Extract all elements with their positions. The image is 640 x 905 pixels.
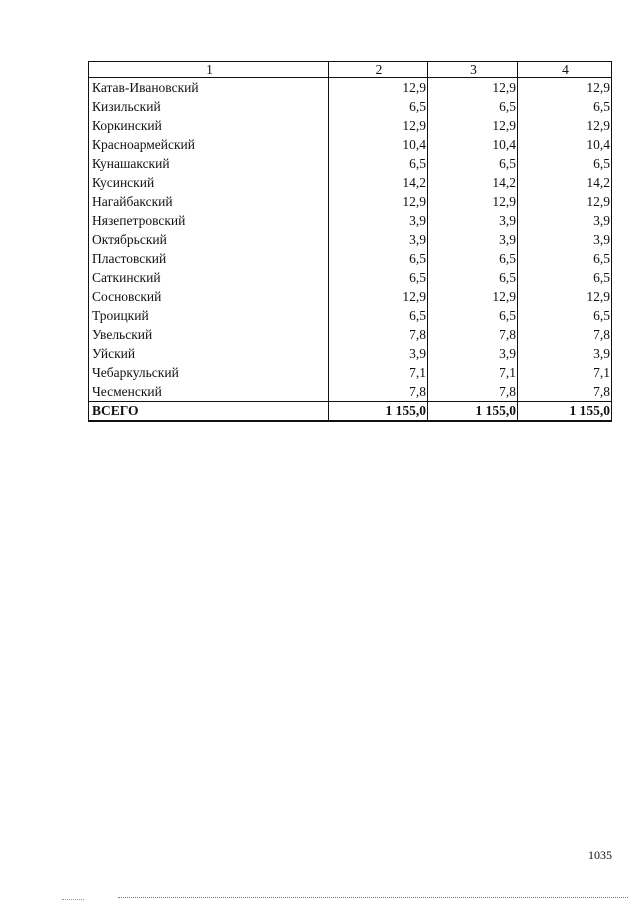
district-name-cell: Саткинский (89, 268, 329, 287)
page-number: 1035 (588, 848, 612, 862)
value-cell-col4: 10,4 (518, 135, 612, 154)
value-cell-col4: 7,1 (518, 363, 612, 382)
district-name-cell: Увельский (89, 325, 329, 344)
value-cell-col4: 6,5 (518, 306, 612, 325)
district-name-cell: Уйский (89, 344, 329, 363)
total-row (89, 402, 612, 422)
value-cell-col2: 12,9 (329, 287, 428, 306)
value-cell-col3: 6,5 (428, 306, 518, 325)
table-row (89, 325, 612, 344)
value-cell-col4: 3,9 (518, 211, 612, 230)
table-row (89, 230, 612, 249)
value-cell-col4: 7,8 (518, 325, 612, 344)
allocation-table (88, 61, 612, 422)
value-cell-col2: 14,2 (329, 173, 428, 192)
table-row (89, 154, 612, 173)
column-header-3: 3 (428, 62, 518, 78)
table-row (89, 135, 612, 154)
value-cell-col4: 12,9 (518, 78, 612, 98)
column-header-1: 1 (89, 62, 329, 78)
value-cell-col4: 7,8 (518, 382, 612, 402)
value-cell-col4: 12,9 (518, 192, 612, 211)
value-cell-col3: 3,9 (428, 230, 518, 249)
column-number-row (89, 62, 612, 78)
district-name-cell: Пластовский (89, 249, 329, 268)
value-cell-col4: 12,9 (518, 116, 612, 135)
value-cell-col2: 7,1 (329, 363, 428, 382)
value-cell-col2: 3,9 (329, 230, 428, 249)
value-cell-col3: 10,4 (428, 135, 518, 154)
value-cell-col2: 7,8 (329, 325, 428, 344)
value-cell-col3: 12,9 (428, 78, 518, 98)
table-row (89, 97, 612, 116)
value-cell-col2: 3,9 (329, 211, 428, 230)
table-row (89, 192, 612, 211)
value-cell-col4: 12,9 (518, 287, 612, 306)
district-name-cell: Сосновский (89, 287, 329, 306)
district-name-cell: Чесменский (89, 382, 329, 402)
total-label: ВСЕГО (89, 402, 329, 422)
value-cell-col2: 6,5 (329, 249, 428, 268)
value-cell-col3: 12,9 (428, 287, 518, 306)
district-name-cell: Кунашакский (89, 154, 329, 173)
value-cell-col3: 12,9 (428, 192, 518, 211)
column-header-2: 2 (329, 62, 428, 78)
value-cell-col4: 6,5 (518, 154, 612, 173)
value-cell-col3: 3,9 (428, 344, 518, 363)
table-body (89, 78, 612, 402)
bottom-scan-line (118, 897, 628, 898)
value-cell-col4: 14,2 (518, 173, 612, 192)
total-value-col2: 1 155,0 (329, 402, 428, 422)
district-name-cell: Нязепетровский (89, 211, 329, 230)
value-cell-col2: 7,8 (329, 382, 428, 402)
total-value-col3: 1 155,0 (428, 402, 518, 422)
value-cell-col4: 3,9 (518, 344, 612, 363)
district-name-cell: Кизильский (89, 97, 329, 116)
district-name-cell: Нагайбакский (89, 192, 329, 211)
column-header-4: 4 (518, 62, 612, 78)
table-row (89, 116, 612, 135)
value-cell-col4: 6,5 (518, 268, 612, 287)
value-cell-col2: 6,5 (329, 268, 428, 287)
value-cell-col3: 6,5 (428, 249, 518, 268)
bottom-scan-line-left (62, 899, 84, 900)
district-name-cell: Чебаркульский (89, 363, 329, 382)
value-cell-col3: 7,8 (428, 382, 518, 402)
table-row (89, 363, 612, 382)
value-cell-col2: 6,5 (329, 306, 428, 325)
value-cell-col4: 3,9 (518, 230, 612, 249)
table-row (89, 344, 612, 363)
district-name-cell: Октябрьский (89, 230, 329, 249)
table-row (89, 382, 612, 402)
district-name-cell: Троицкий (89, 306, 329, 325)
value-cell-col3: 7,8 (428, 325, 518, 344)
value-cell-col4: 6,5 (518, 249, 612, 268)
value-cell-col3: 12,9 (428, 116, 518, 135)
value-cell-col3: 14,2 (428, 173, 518, 192)
value-cell-col2: 6,5 (329, 154, 428, 173)
value-cell-col2: 3,9 (329, 344, 428, 363)
district-name-cell: Коркинский (89, 116, 329, 135)
value-cell-col2: 12,9 (329, 78, 428, 98)
table-row (89, 78, 612, 98)
district-name-cell: Красноармейский (89, 135, 329, 154)
table-row (89, 211, 612, 230)
total-value-col4: 1 155,0 (518, 402, 612, 422)
value-cell-col3: 6,5 (428, 154, 518, 173)
value-cell-col3: 7,1 (428, 363, 518, 382)
value-cell-col3: 6,5 (428, 268, 518, 287)
value-cell-col2: 12,9 (329, 116, 428, 135)
value-cell-col2: 10,4 (329, 135, 428, 154)
district-name-cell: Кусинский (89, 173, 329, 192)
table-row (89, 306, 612, 325)
table-row (89, 268, 612, 287)
table-row (89, 249, 612, 268)
value-cell-col2: 6,5 (329, 97, 428, 116)
value-cell-col2: 12,9 (329, 192, 428, 211)
district-name-cell: Катав-Ивановский (89, 78, 329, 98)
value-cell-col3: 6,5 (428, 97, 518, 116)
table-row (89, 173, 612, 192)
table-row (89, 287, 612, 306)
value-cell-col4: 6,5 (518, 97, 612, 116)
value-cell-col3: 3,9 (428, 211, 518, 230)
